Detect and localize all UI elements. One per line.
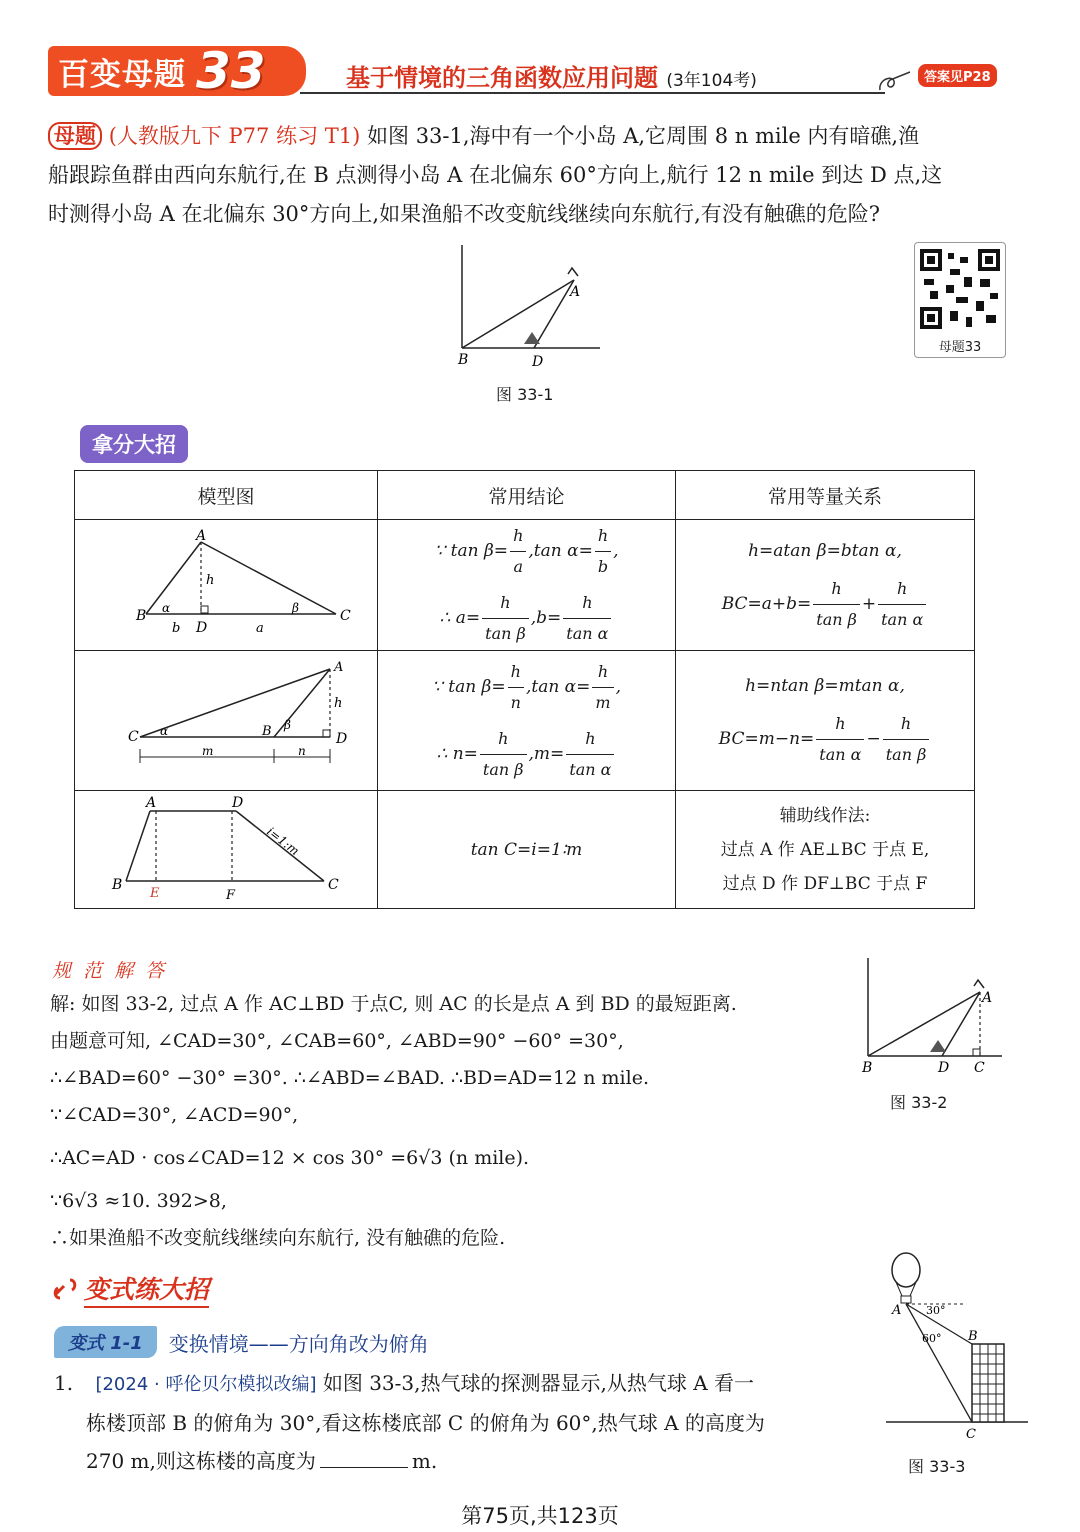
title-text: 基于情境的三角函数应用问题 — [346, 64, 658, 92]
label-alpha: α — [162, 601, 171, 615]
header-badge — [48, 42, 306, 100]
label-h: h — [334, 695, 343, 711]
table-row — [75, 520, 975, 651]
question-number: 1. — [54, 1371, 74, 1395]
boat-icon — [930, 1040, 946, 1052]
variant-section-title: 变式练大招 — [84, 1270, 209, 1308]
model-figure-cell — [75, 520, 378, 651]
conclusion-line-1: ∵ tan β= $\frac{h}{n}$ ,tan α= $\frac{h}{m}$ , — [379, 657, 674, 718]
label-beta: β — [284, 717, 291, 732]
variant-tag-row — [54, 1326, 429, 1358]
page-title — [346, 58, 757, 93]
conclusion-line-2: ∴ a= $\frac{h}{\text{tan β}}$ ,b= $\frac{h}{\text{tan α}}$ — [379, 588, 674, 649]
model-table — [74, 470, 975, 909]
conclusion-cell — [378, 520, 676, 651]
table-row — [75, 791, 975, 909]
figure-33-3 — [882, 1250, 1032, 1450]
question-source: [2024 · 呼伦贝尔模拟改编] — [95, 1374, 317, 1395]
label-beta: β — [292, 601, 299, 615]
angle-60: 60° — [922, 1332, 942, 1345]
solution-line: 解: 如图 33-2, 过点 A 作 AC⊥BD 于点C, 则 AC 的长是点 A 到 BD 的最短距离. — [50, 993, 737, 1015]
model-figure-3 — [106, 793, 346, 903]
island-icon — [568, 268, 578, 276]
relation-cell — [676, 791, 975, 909]
label-c: C — [966, 1427, 976, 1442]
label-c: C — [974, 1060, 985, 1076]
model-figure-1 — [106, 528, 351, 638]
conclusion-line-1: ∵ tan β= $\frac{h}{a}$ ,tan α= $\frac{h}{b}$ , — [379, 521, 674, 582]
label-seg-a: a — [256, 621, 264, 636]
problem-line-3: 时测得小岛 A 在北偏东 30°方向上,如果渔船不改变航线继续向东航行,有没有触礁的危险? — [48, 202, 881, 226]
label-b: B — [262, 723, 272, 739]
page-footer: 第75页,共123页 — [461, 1504, 619, 1528]
answer-ref-badge[interactable]: 答案见P28 — [918, 64, 997, 87]
qr-icon — [920, 249, 1000, 329]
solution-line: ∴如果渔船不改变航线继续向东航行, 没有触礁的危险. — [50, 1227, 506, 1249]
link-icon — [50, 1274, 80, 1304]
title-subtitle: (3年104考) — [666, 71, 757, 91]
boat-icon — [524, 332, 540, 344]
figure-33-3-caption: 图 33-3 — [908, 1457, 966, 1476]
relation-line-2: BC=m−n= $\frac{h}{\text{tan α}}$ − $\frac{h}{\text{tan β}}$ — [677, 709, 973, 770]
table-header: 常用等量关系 — [676, 471, 975, 520]
model-figure-cell — [75, 651, 378, 791]
problem-line-2: 船跟踪鱼群由西向东航行,在 B 点测得小岛 A 在北偏东 60°方向上,航行 12 n mile 到达 D 点,这 — [48, 163, 943, 187]
solution-body — [50, 986, 850, 1257]
figure-33-2-caption: 图 33-2 — [890, 1093, 948, 1112]
conclusion-cell — [378, 791, 676, 909]
table-header: 模型图 — [75, 471, 378, 520]
problem-source: (人教版九下 P77 练习 T1) — [108, 124, 361, 148]
figure-33-1-caption: 图 33-1 — [496, 385, 554, 404]
angle-30: 30° — [926, 1304, 946, 1317]
label-a: A — [892, 1303, 902, 1318]
label-a: A — [196, 528, 207, 544]
aux-title: 辅助线作法: — [779, 805, 871, 826]
solution-line: ∵∠CAD=30°, ∠ACD=90°, — [50, 1104, 299, 1126]
conclusion-line: tan C=i=1∶m — [470, 839, 583, 860]
variant-tag-title: 变换情境——方向角改为俯角 — [168, 1331, 429, 1356]
label-d: D — [336, 730, 348, 747]
label-a: A — [334, 659, 344, 675]
label-b: B — [458, 352, 469, 368]
aux-line-1: 过点 A 作 AE⊥BC 于点 E, — [720, 839, 930, 860]
island-icon — [974, 980, 984, 988]
qr-code[interactable] — [914, 242, 1006, 358]
label-d: D — [196, 620, 208, 636]
label-a: A — [982, 990, 993, 1006]
model-figure-cell — [75, 791, 378, 909]
label-c: C — [328, 876, 339, 893]
label-a: A — [570, 284, 581, 300]
label-alpha: α — [160, 723, 169, 738]
aux-line-method — [677, 799, 973, 901]
figure-33-2 — [858, 954, 1008, 1078]
label-h: h — [206, 573, 215, 588]
solution-title: 规 范 解 答 — [52, 960, 168, 982]
question-line-1 — [54, 1364, 884, 1404]
label-b: B — [968, 1329, 978, 1344]
label-b: B — [112, 876, 123, 893]
swirl-icon — [876, 64, 916, 94]
solution-line: ∴∠BAD=60° −30° =30°. ∴∠ABD=∠BAD. ∴BD=AD=12 n mile. — [50, 1067, 649, 1089]
table-header: 常用结论 — [378, 471, 676, 520]
label-a: A — [146, 794, 157, 811]
label-d: D — [232, 794, 244, 811]
problem-text-1: 如图 33-1,海中有一个小岛 A,它周围 8 n mile 内有暗礁,渔 — [367, 124, 920, 148]
answer-blank[interactable] — [320, 1467, 408, 1468]
label-slope: i=1:m — [264, 823, 302, 858]
solution-line: ∵6√3 ≈10. 392>8, — [50, 1190, 227, 1212]
question-text-1: 如图 33-3,热气球的探测器显示,从热气球 A 看一 — [322, 1371, 755, 1395]
table-row — [75, 651, 975, 791]
table-header-row — [75, 471, 975, 520]
question-text-3: 270 m,则这栋楼的高度为 m. — [86, 1449, 438, 1473]
balloon-icon — [892, 1253, 920, 1287]
variant-tag: 变式 1-1 — [54, 1326, 157, 1358]
label-d: D — [532, 354, 544, 370]
label-c: C — [340, 608, 351, 624]
label-d: D — [938, 1060, 950, 1076]
problem-line-1 — [48, 117, 1008, 156]
label-b: B — [862, 1060, 873, 1076]
conclusion-cell — [378, 651, 676, 791]
label-b: B — [136, 608, 147, 624]
variant-question — [54, 1364, 884, 1480]
solution-line: 由题意可知, ∠CAD=30°, ∠CAB=60°, ∠ABD=90° −60° =30°, — [50, 1030, 624, 1052]
label-seg-b: b — [172, 621, 181, 636]
header-rule — [300, 92, 885, 94]
label-f: F — [226, 887, 236, 903]
conclusion-line-2: ∴ n= $\frac{h}{\text{tan β}}$ ,m= $\frac{h}{\text{tan α}}$ — [379, 724, 674, 785]
label-e: E — [150, 885, 160, 901]
relation-cell — [676, 520, 975, 651]
figure-33-1 — [450, 240, 610, 370]
relation-line-1: h=atan β=btan α, — [748, 540, 902, 561]
solution-line: ∴AC=AD · cos∠CAD=12 × cos 30° =6√3 (n mile). — [50, 1147, 530, 1169]
relation-cell — [676, 651, 975, 791]
variant-section-header — [50, 1270, 209, 1308]
badge-number: 33 — [196, 42, 266, 100]
label-n: n — [298, 743, 306, 758]
label-m: m — [202, 743, 214, 758]
question-text-2: 栋楼顶部 B 的俯角为 30°,看这栋楼底部 C 的俯角为 60°,热气球 A 的高度为 — [86, 1411, 765, 1435]
qr-caption: 母题33 — [938, 340, 982, 355]
aux-line-2: 过点 D 作 DF⊥BC 于点 F — [722, 873, 928, 894]
relation-line-1: h=ntan β=mtan α, — [745, 676, 905, 696]
relation-line-2: BC=a+b= $\frac{h}{\text{tan β}}$ + $\frac{h}{\text{tan α}}$ — [677, 574, 973, 635]
label-c: C — [128, 728, 139, 745]
problem-tag: 母题 — [48, 122, 102, 150]
badge-text: 百变母题 — [58, 56, 186, 93]
section-tip-label: 拿分大招 — [80, 425, 188, 463]
model-figure-2 — [106, 659, 346, 779]
problem-paragraph — [48, 117, 1008, 234]
